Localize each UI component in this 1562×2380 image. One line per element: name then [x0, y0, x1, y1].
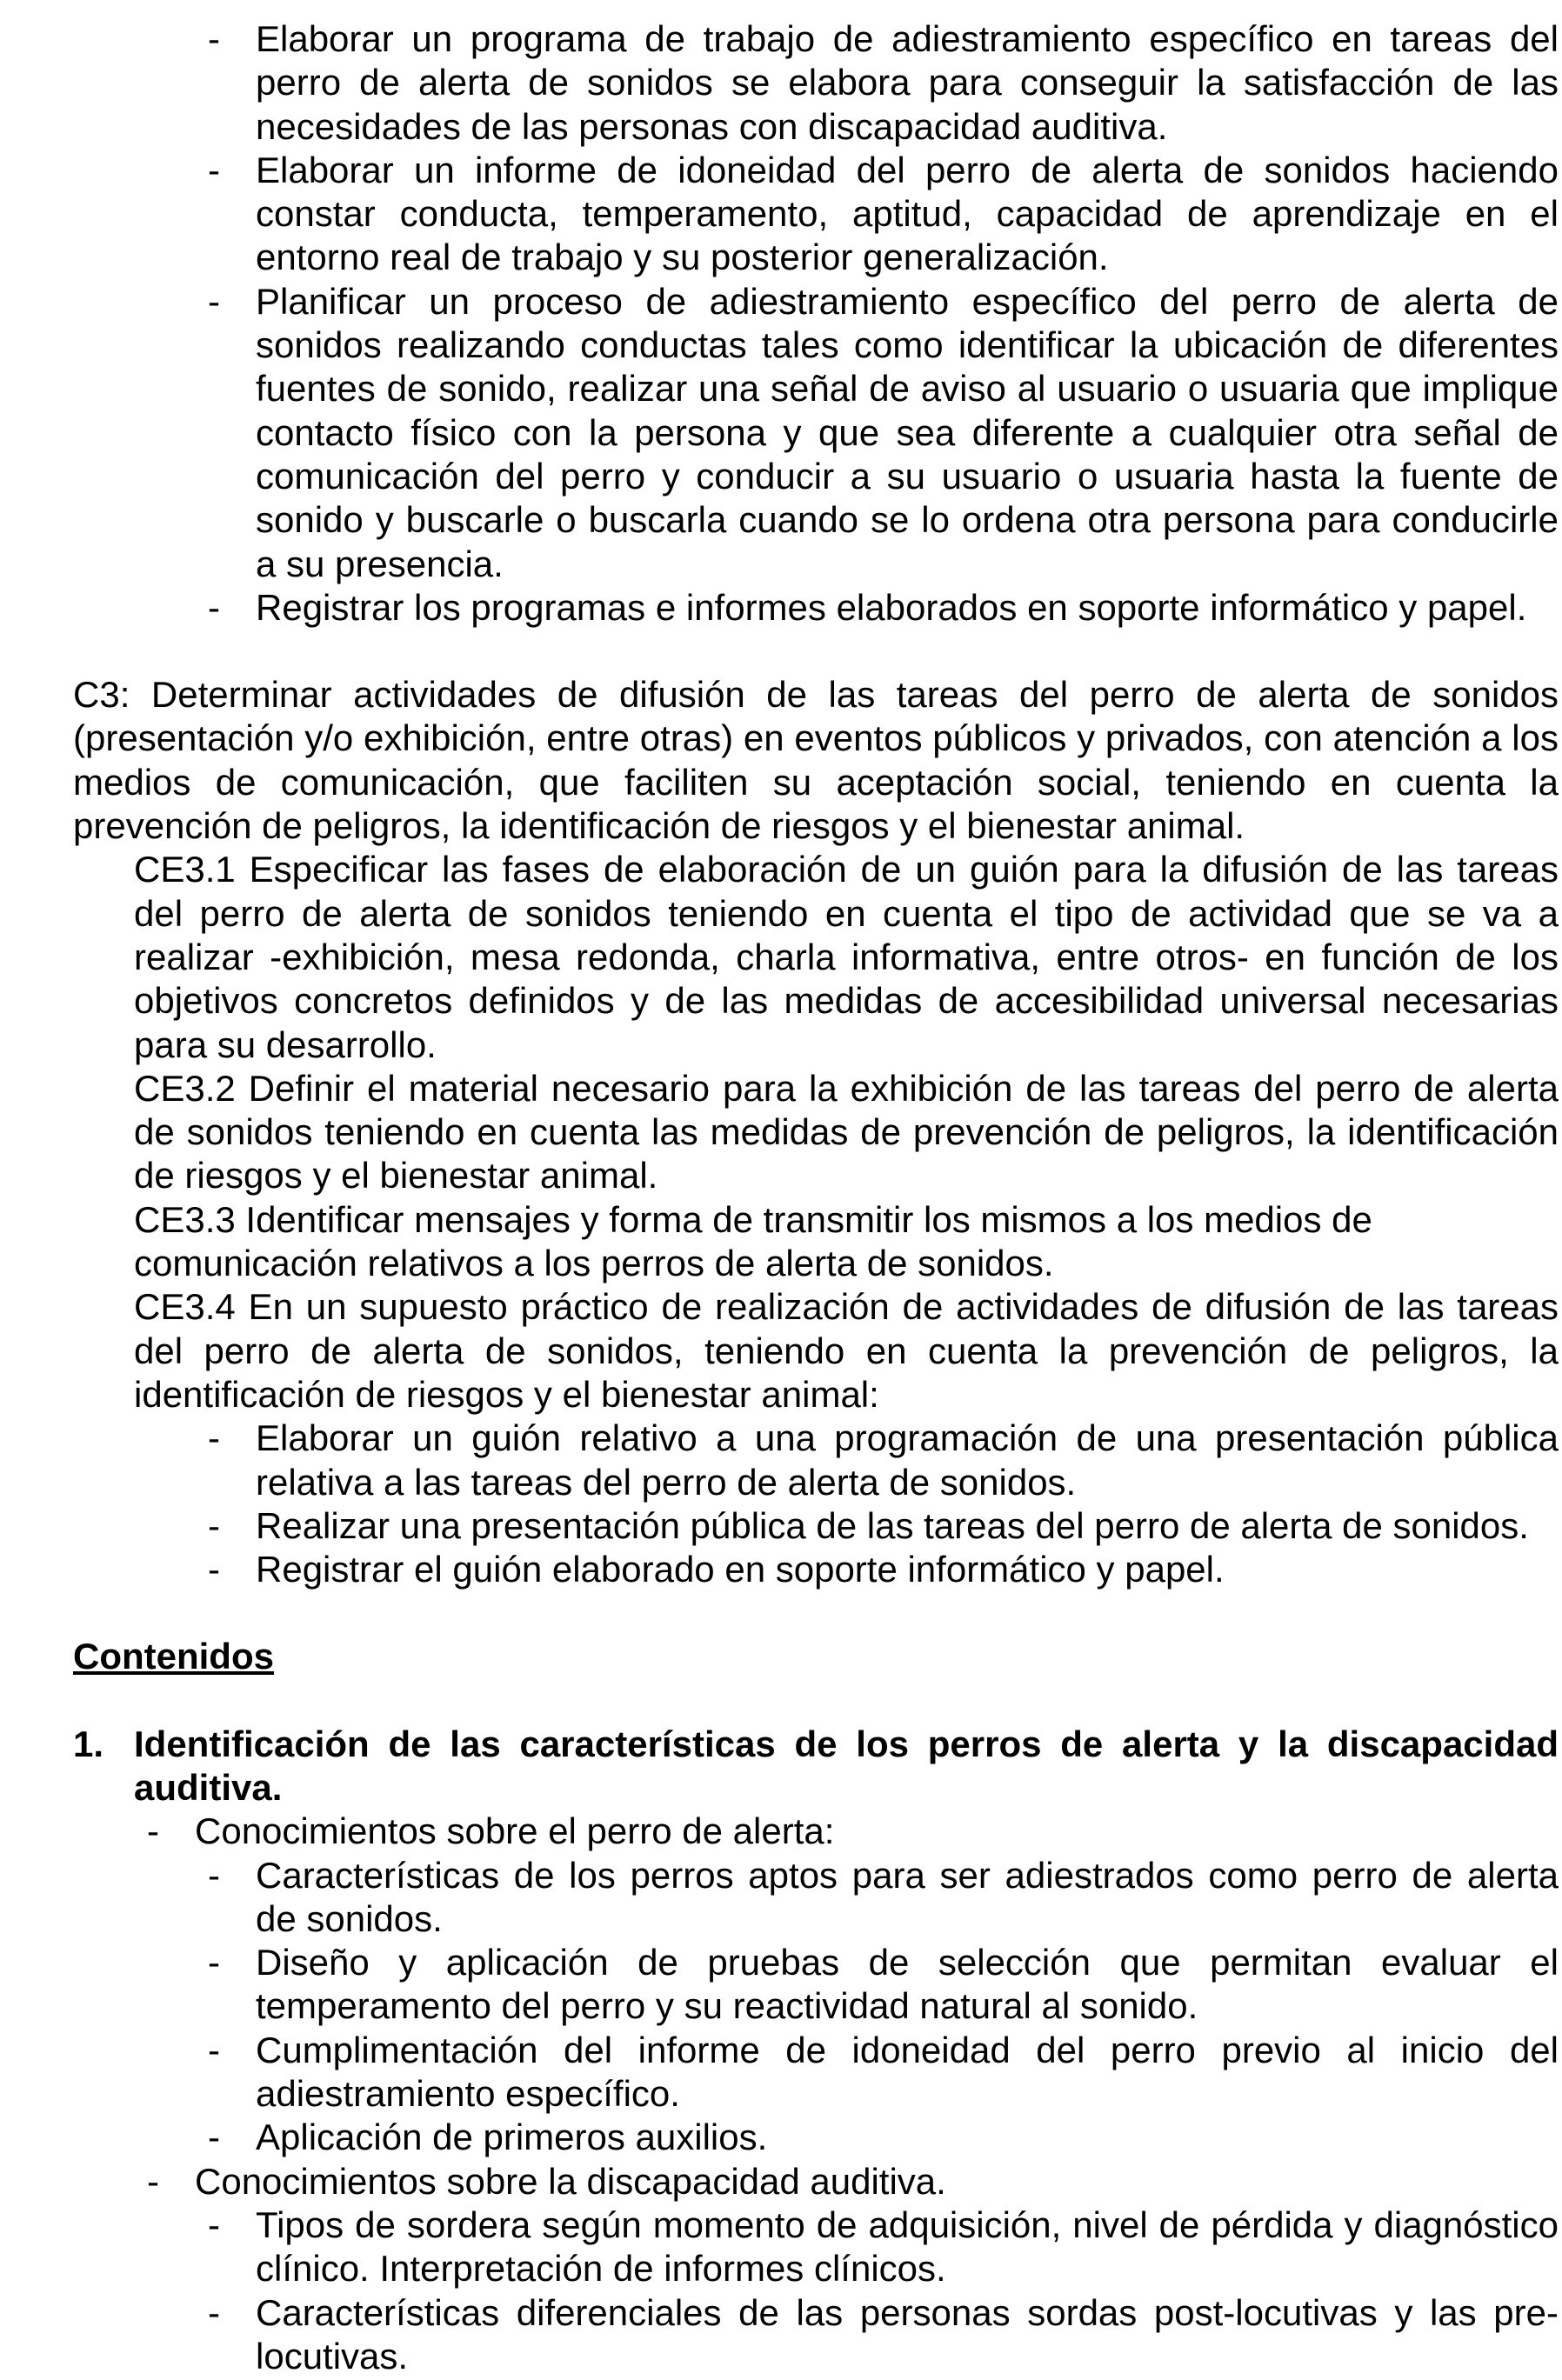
section-number: 1. — [73, 1723, 104, 1764]
content-item — [73, 2203, 1559, 2291]
dash-bullet: - — [208, 18, 220, 59]
content-item-text: Características de los perros aptos para ser adiestrados como perro de alerta de sonidos. — [256, 1854, 1559, 1939]
dash-bullet: - — [208, 2203, 220, 2245]
list-item-text: Registrar los programas e informes elaborados en soporte informático y papel. — [256, 586, 1527, 628]
content-group — [73, 2160, 1559, 2203]
content-item-text: Características diferenciales de las personas sordas post-locutivas y las pre-locutivas. — [256, 2291, 1559, 2377]
criterion-ce3-4: CE3.4 En un supuesto práctico de realización de actividades de difusión de las tareas del perro de alerta de sonidos, teniendo en cuenta la prevención de peligros, la identificación de riesgos y el bienestar animal: — [134, 1286, 1559, 1415]
dash-bullet: - — [208, 2029, 220, 2070]
criterion-ce3-3-line: comunicación relativos a los perros de alerta de sonidos. — [134, 1243, 1054, 1284]
list-item-text: Planificar un proceso de adiestramiento específico del perro de alerta de sonidos realizando conductas tales como identificar la ubicación de diferentes fuentes de sonido, realizar una señal de aviso al usuario o usuaria que implique contacto físico con la persona y que sea diferente a cualquier otra señal de comunicación del perro y conducir a su usuario o usuaria hasta la fuente de sonido y buscarle o buscarla cuando se lo ordena otra persona para conducirle a su presencia. — [256, 280, 1559, 584]
dash-bullet: - — [208, 586, 220, 628]
criterion-ce3-3-line: CE3.3 Identificar mensajes y forma de transmitir los mismos a los medios de — [134, 1198, 1372, 1240]
content-item — [73, 2291, 1559, 2379]
spacer — [73, 630, 1559, 673]
dash-bullet: - — [208, 1942, 220, 1983]
spacer — [73, 1591, 1559, 1635]
dash-bullet: - — [147, 2160, 159, 2202]
section-1-title — [73, 1723, 1559, 1810]
content-item-text: Tipos de sordera según momento de adquisición, nivel de pérdida y diagnóstico clínico. Interpretación de informes clínicos. — [256, 2203, 1559, 2290]
content-item-text: Cumplimentación del informe de idoneidad del perro previo al inicio del adiestramiento específico. — [256, 2029, 1559, 2115]
dash-bullet: - — [208, 1854, 220, 1896]
content-item — [73, 1854, 1559, 1942]
criterion-ce3-3 — [73, 1198, 1559, 1286]
contenidos-heading: Contenidos — [73, 1636, 274, 1677]
list-item — [73, 1504, 1559, 1548]
dash-bullet: - — [208, 1549, 220, 1590]
dash-bullet: - — [208, 280, 220, 322]
dash-bullet: - — [208, 1504, 220, 1546]
content-group-title: Conocimientos sobre el perro de alerta: — [195, 1810, 835, 1852]
dash-bullet: - — [208, 2291, 220, 2333]
section-title-text: Identificación de las características de los perros de alerta y la discapacidad auditiva. — [134, 1723, 1559, 1808]
content-item — [73, 1941, 1559, 2029]
dash-bullet: - — [208, 149, 220, 190]
dash-bullet: - — [147, 1810, 159, 1852]
dash-bullet: - — [208, 1417, 220, 1459]
list-item — [73, 1548, 1559, 1591]
content-item — [73, 2029, 1559, 2117]
list-item — [73, 17, 1559, 149]
list-item-text: Elaborar un programa de trabajo de adiestramiento específico en tareas del perro de alerta de sonidos se elabora para conseguir la satisfacción de las necesidades de las personas con discapacidad auditiva. — [256, 18, 1559, 147]
content-item-text: Aplicación de primeros auxilios. — [256, 2117, 768, 2158]
criterion-c3: C3: Determinar actividades de difusión de las tareas del perro de alerta de sonidos (presentación y/o exhibición, entre otras) en eventos públicos y privados, con atención a los medios de comunicación, que faciliten su aceptación social, teniendo en cuenta la prevención de peligros, la identificación de riesgos y el bienestar animal. — [73, 674, 1559, 847]
list-item-text: Elaborar un informe de idoneidad del perro de alerta de sonidos haciendo constar conducta, temperamento, aptitud, capacidad de aprendizaje en el entorno real de trabajo y su posterior generalización. — [256, 149, 1559, 278]
document-page — [73, 17, 1559, 2378]
list-item — [73, 586, 1559, 630]
list-item — [73, 149, 1559, 280]
criterion-ce3-1: CE3.1 Especificar las fases de elaboración de un guión para la difusión de las tareas del perro de alerta de sonidos teniendo en cuenta el tipo de actividad que se va a realizar -exhibición, mesa redonda, charla informativa, entre otros- en función de los objetivos concretos definidos y de las medidas de accesibilidad universal necesarias para su desarrollo. — [134, 849, 1559, 1065]
list-item — [73, 280, 1559, 586]
content-item-text: Diseño y aplicación de pruebas de selección que permitan evaluar el temperamento del perro y su reactividad natural al sonido. — [256, 1942, 1559, 2027]
list-item-text: Realizar una presentación pública de las tareas del perro de alerta de sonidos. — [256, 1504, 1529, 1546]
dash-bullet: - — [208, 2117, 220, 2158]
spacer — [73, 1679, 1559, 1723]
content-group-title: Conocimientos sobre la discapacidad auditiva. — [195, 2160, 946, 2202]
list-item — [73, 1417, 1559, 1504]
list-item-text: Registrar el guión elaborado en soporte informático y papel. — [256, 1549, 1225, 1590]
content-item — [73, 2116, 1559, 2159]
content-group — [73, 1810, 1559, 1853]
criterion-ce3-2: CE3.2 Definir el material necesario para la exhibición de las tareas del perro de alerta de sonidos teniendo en cuenta las medidas de prevención de peligros, la identificación de riesgos y el bienestar animal. — [134, 1067, 1559, 1197]
list-item-text: Elaborar un guión relativo a una programación de una presentación pública relativa a las tareas del perro de alerta de sonidos. — [256, 1417, 1559, 1503]
